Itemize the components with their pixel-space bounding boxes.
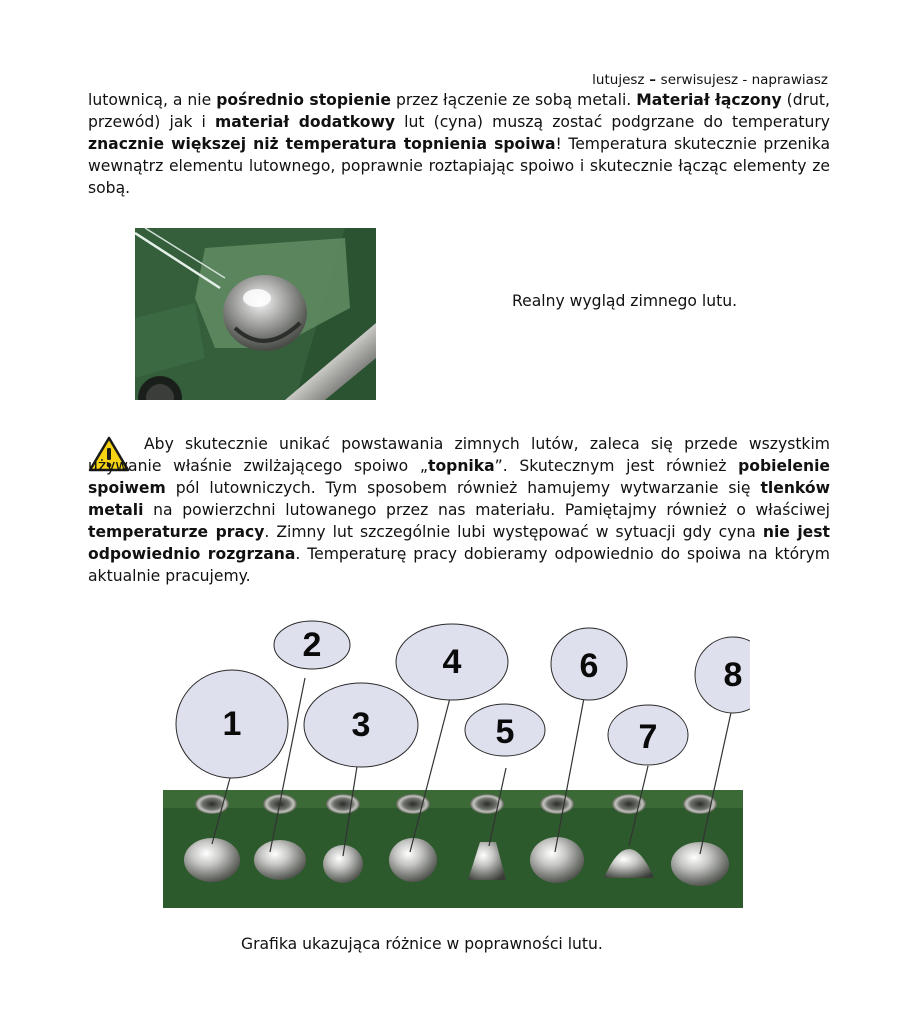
text-run: . Temperaturę pracy dobieramy odpowiednio do spoiwa na którym aktualnie pracujemy. <box>88 545 830 585</box>
header-dash-2: - <box>738 72 752 88</box>
joint-label-5: 5 <box>495 713 515 751</box>
cold-joint-caption: Realny wygląd zimnego lutu. <box>512 292 738 310</box>
joint-label-2: 2 <box>302 626 322 664</box>
text-run: lutownicą, a nie <box>88 91 217 109</box>
text-run: Aby skutecznie unikać powstawania zimnych lutów, zaleca się przede wszystkim używanie właśnie zwilżającego spoiwo „ <box>88 435 830 475</box>
bold-run: pobielenie spoiwem <box>88 457 830 497</box>
text-run: ”. Skutecznym jest również <box>494 457 739 475</box>
solder-joints-graphic <box>160 620 750 920</box>
bold-run: materiał dodatkowy <box>215 113 396 131</box>
text-run: lut (cyna) muszą zostać podgrzane do temperatury <box>395 113 830 131</box>
intro-paragraph <box>88 89 830 199</box>
bold-run: Materiał łączony <box>636 91 782 109</box>
joints-caption: Grafika ukazująca różnice w poprawności lutu. <box>241 935 603 953</box>
cold-joint-photo <box>135 228 376 400</box>
header-prefix: lutujesz <box>592 72 645 88</box>
text-run: ! Temperatura skutecznie przenika wewnątrz elementu lutownego, poprawnie roztapiając spoiwo i skutecznie łącząc elementy ze sobą. <box>88 135 831 197</box>
header-dash-1: – <box>644 72 661 88</box>
bold-run: pośrednio stopienie <box>216 91 391 109</box>
bold-run: temperaturze pracy <box>88 523 265 541</box>
label-bubbles <box>176 621 750 778</box>
bold-run: nie jest odpowiednio rozgrzana <box>88 523 830 563</box>
text-run: pól lutowniczych. Tym sposobem również hamujemy wytwarzanie się <box>165 479 761 497</box>
joint-label-6: 6 <box>579 647 599 685</box>
bold-run: topnika <box>427 457 495 475</box>
bold-run: tlenków metali <box>88 479 830 519</box>
joint-label-7: 7 <box>638 718 658 756</box>
bold-run: znacznie większej niż temperatura topnienia spoiwa <box>88 135 556 153</box>
text-run: przez łączenie ze sobą metali. <box>390 91 637 109</box>
header-middle: serwisujesz <box>660 72 739 88</box>
joint-label-8: 8 <box>723 656 743 694</box>
header-suffix: naprawiasz <box>751 72 828 88</box>
text-run: (drut, przewód) jak i <box>88 91 830 131</box>
joint-label-1: 1 <box>222 705 242 743</box>
advice-paragraph <box>88 433 830 587</box>
text-run: na powierzchni lutowanego przez nas materiału. Pamiętajmy również o właściwej <box>143 501 830 519</box>
joint-label-3: 3 <box>351 706 371 744</box>
text-run: . Zimny lut szczególnie lubi występować w sytuacji gdy cyna <box>264 523 763 541</box>
joint-label-4: 4 <box>442 643 462 681</box>
page-header <box>592 72 828 88</box>
